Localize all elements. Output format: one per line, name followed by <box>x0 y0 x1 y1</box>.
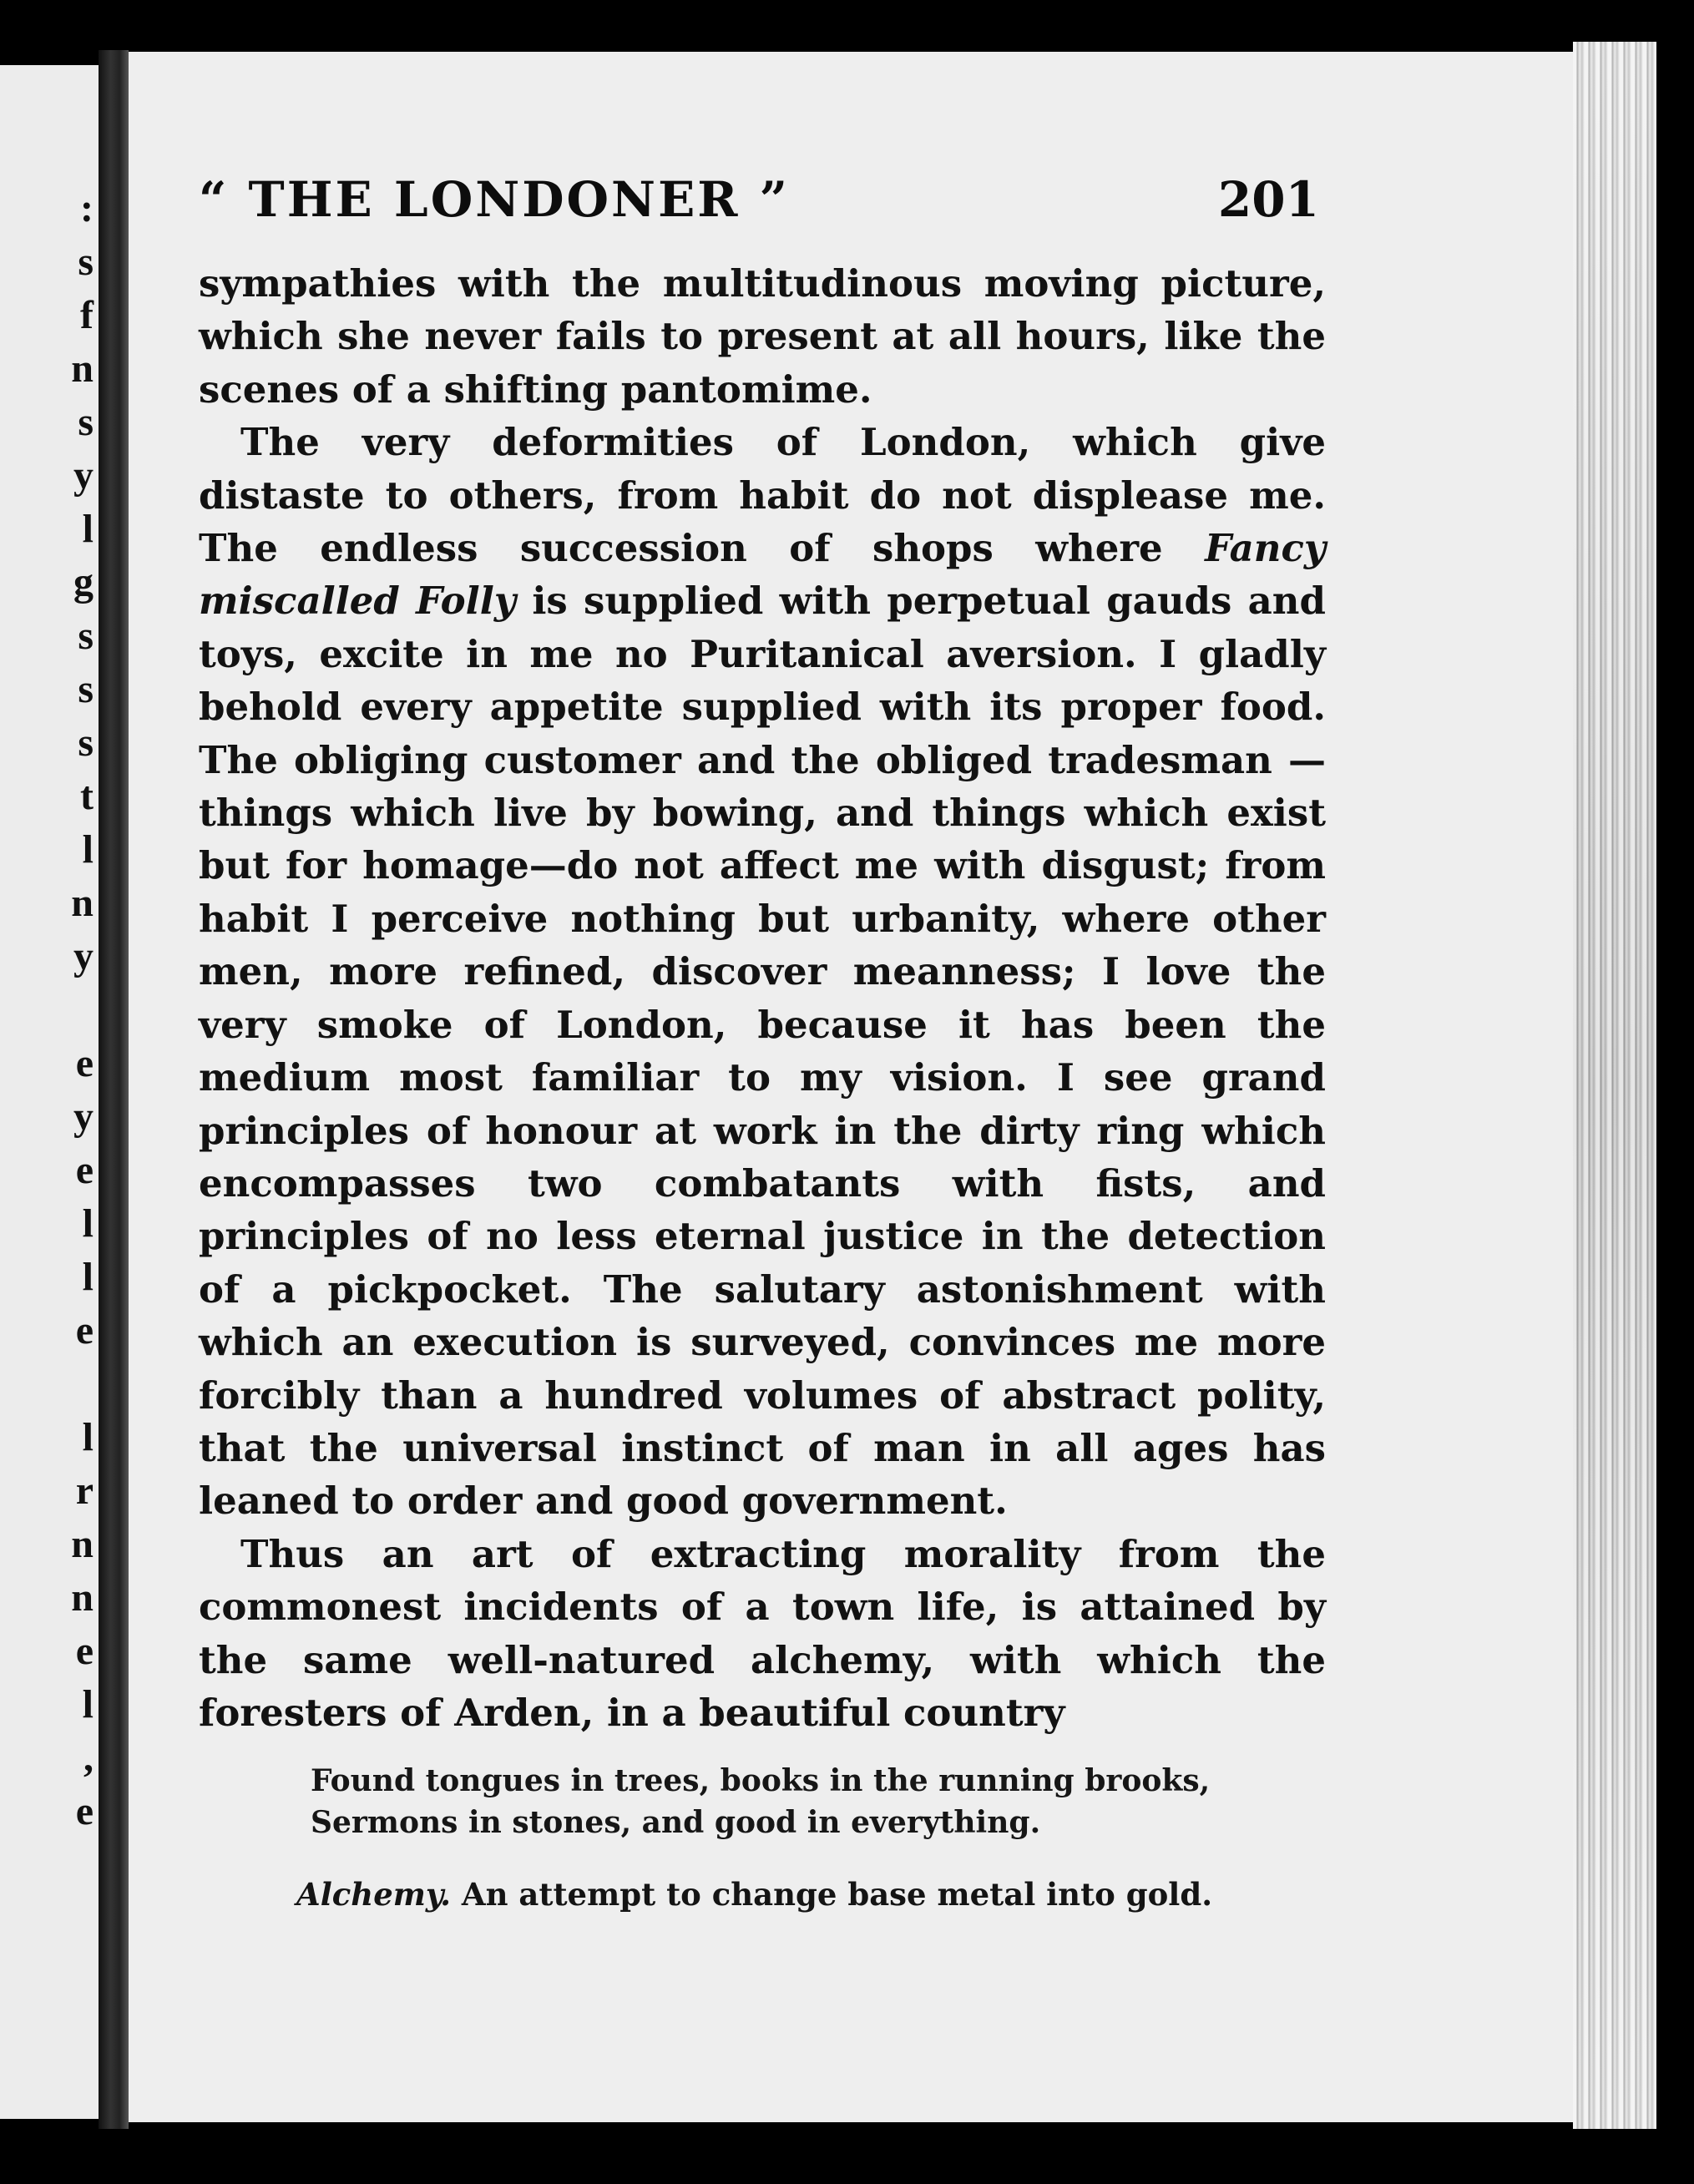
paragraph-3: Thus an art of extracting morality from the commonest incidents of a town life, is attained by the same well-natured alchemy, with which the foresters of Arden, in a beautiful country <box>199 1531 1326 1735</box>
facing-page-edge <box>0 65 99 2119</box>
facing-page-letters: : s f n s y l g s s s t l n y e y e l l e l r n n e l , e <box>71 186 94 1833</box>
paragraph-2-part-b: is supplied with perpetual gauds and toys, excite in me no Puritanical aversion. I gladly behold every appetite supplied with its proper food. The obliging customer and the obliged tradesman —things which live by bowing, and things which exist but for homage—do not affect me with disgust; from habit I perceive nothing but urbanity, where other men, more refined, discover meanness; I love the very smoke of London, because it has been the medium most familiar to my vision. I see grand principles of honour at work in the dirty ring which encompasses two combatants with fists, and principles of no less eternal justice in the detection of a pickpocket. The salutary astonishment with which an execution is surveyed, convinces me more forcibly than a hundred volumes of abstract polity, that the universal instinct of man in all ages has leaned to order and good government. <box>199 579 1326 1524</box>
footnote-definition: An attempt to change base metal into gold. <box>451 1876 1213 1913</box>
page-stack-edge <box>1573 42 1656 2129</box>
page-header <box>199 171 1319 238</box>
paragraph-2-part-a: The very deformities of London, which give distaste to others, from habit do not displease me. The endless succession of shops where <box>199 420 1326 571</box>
quote-line-1: Found tongues in trees, books in the running brooks, <box>311 1763 1211 1798</box>
verse-quote <box>311 1760 1312 1843</box>
paragraph-2-emphasis: Fancy miscalled Folly <box>199 526 1326 624</box>
footnote-term: Alchemy. <box>296 1876 452 1913</box>
body-text <box>199 257 1326 1739</box>
quote-line-2: Sermons in stones, and good in everything. <box>311 1805 1041 1840</box>
footnote <box>296 1873 1332 1915</box>
page-number: 201 <box>1217 171 1319 228</box>
paragraph-1: sympathies with the multitudinous moving picture, which she never fails to present at all hours, like the scenes of a shifting pantomime. <box>199 261 1326 412</box>
running-head: “ THE LONDONER ” <box>199 171 791 228</box>
paragraph-2 <box>199 416 1326 1528</box>
book-gutter <box>99 50 129 2129</box>
